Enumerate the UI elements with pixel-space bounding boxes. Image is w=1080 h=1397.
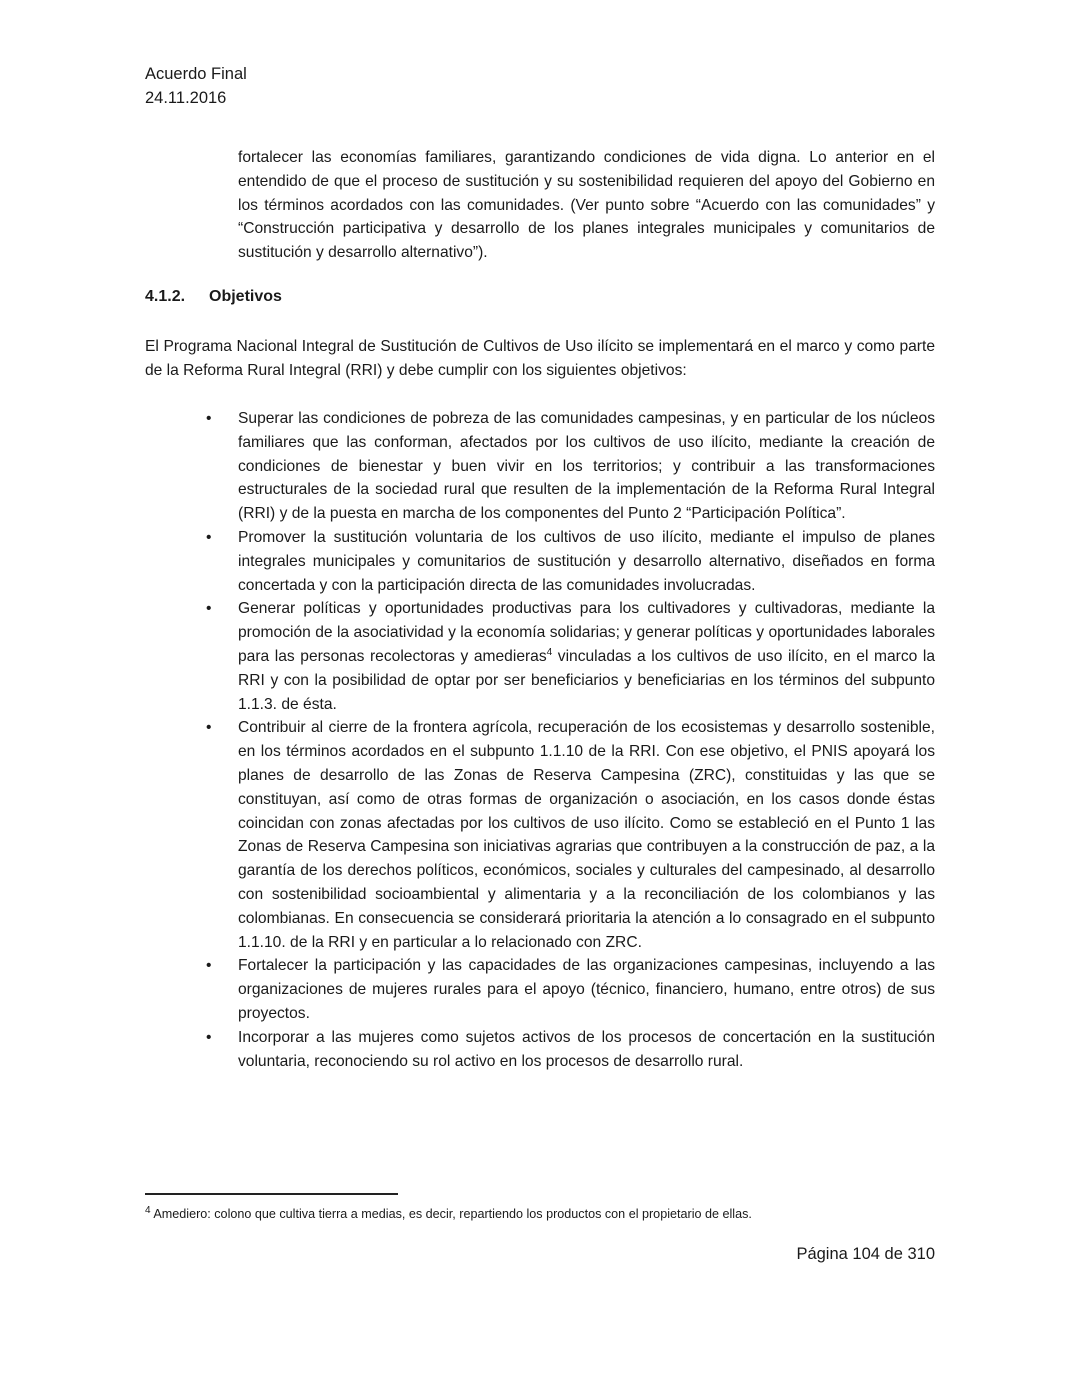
bullet-icon: • <box>206 1028 212 1046</box>
list-item <box>206 407 935 526</box>
list-item-text: Superar las condiciones de pobreza de las comunidades campesinas, y en particular de los núcleos familiares que las conforman, afectados por los cultivos de uso ilícito, mediante la creación de condiciones de bienestar y buen vivir en los territorios; y contribuir a las transformaciones estructurales de la sociedad rural que resulten de la implementación de la Reforma Rural Integral (RRI) y de la puesta en marcha de los componentes del Punto 2 “Participación Política”. <box>238 410 935 523</box>
list-item <box>206 716 935 954</box>
list-item <box>206 597 935 716</box>
list-item <box>206 526 935 597</box>
bullet-icon: • <box>206 719 212 737</box>
intro-paragraph: El Programa Nacional Integral de Sustitución de Cultivos de Uso ilícito se implementará en el marco y como parte de la Reforma Rural Integral (RRI) y debe cumplir con los siguientes objetivos: <box>145 338 935 379</box>
list-item-text: Fortalecer la participación y las capacidades de las organizaciones campesinas, incluyendo a las organizaciones de mujeres rurales para el apoyo (técnico, financiero, humano, entre otros) de sus proyectos. <box>238 957 935 1022</box>
bullet-icon: • <box>206 600 212 618</box>
bullet-icon: • <box>206 957 212 975</box>
list-item-text: vinculadas a los cultivos de uso ilícito, en el marco la RRI y con la posibilidad de optar por ser beneficiarios y beneficiarias en los términos del subpunto 1.1.3. de ésta. <box>238 647 935 713</box>
footnote <box>145 1205 752 1223</box>
section-title: Objetivos <box>209 288 282 305</box>
objectives-list <box>206 407 935 1073</box>
footnote-text: Amediero: colono que cultiva tierra a medias, es decir, repartiendo los productos con el propietario de ellas. <box>150 1207 752 1221</box>
list-item <box>206 954 935 1025</box>
page-number: Página 104 de 310 <box>796 1245 935 1263</box>
continuation-paragraph: fortalecer las economías familiares, garantizando condiciones de vida digna. Lo anterior en el entendido de que el proceso de sustitución y su sostenibilidad requieren del apoyo del Gobierno en los términos acordados con las comunidades. (Ver punto sobre “Acuerdo con las comunidades” y “Construcción participativa y desarrollo de los planes integrales municipales y comunitarios de sustitución y desarrollo alternativo”). <box>238 149 935 262</box>
list-item-text: Generar políticas y oportunidades productivas para los cultivadores y cultivadoras, mediante la promoción de la asociatividad y la economía solidarias; y generar políticas y oportunidades laborales para las personas recolectoras y amedieras <box>238 600 935 665</box>
header-date: 24.11.2016 <box>145 89 227 107</box>
list-item-text: Incorporar a las mujeres como sujetos activos de los procesos de concertación en la sustitución voluntaria, reconociendo su rol activo en los procesos de desarrollo rural. <box>238 1028 935 1070</box>
footnote-mark: 4 <box>145 1204 151 1216</box>
header-title: Acuerdo Final <box>145 65 247 83</box>
footnote-divider <box>145 1193 398 1195</box>
footnote-reference[interactable]: 4 <box>546 646 553 658</box>
section-number: 4.1.2. <box>145 288 186 305</box>
list-item-text: Contribuir al cierre de la frontera agrícola, recuperación de los ecosistemas y desarrollo sostenible, en los términos acordados en el subpunto 1.1.10 de la RRI. Con ese objetivo, el PNIS apoyará los planes de desarrollo de las Zonas de Reserva Campesina (ZRC), constituidas y las que se constituyan, así como de otras formas de organización o asociación, en los casos donde éstas coincidan con zonas afectadas por los cultivos de uso ilícito. Como se estableció en el Punto 1 las Zonas de Reserva Campesina son iniciativas agrarias que contribuyen a la construcción de paz, a la garantía de los derechos políticos, económicos, sociales y culturales del campesinado, al desarrollo con sostenibilidad socioambiental y alimentaria y a la reconciliación de los colombianos y las colombianas. En consecuencia se considerará prioritaria la atención a lo consagrado en el subpunto 1.1.10. de la RRI y en particular a lo relacionado con ZRC. <box>238 719 935 951</box>
section-heading <box>145 288 282 306</box>
bullet-icon: • <box>206 528 212 546</box>
list-item <box>206 1026 935 1074</box>
list-item-text: Promover la sustitución voluntaria de los cultivos de uso ilícito, mediante el impulso de planes integrales municipales y comunitarios de sustitución y desarrollo alternativo, diseñados en forma concertada y con la participación directa de las comunidades involucradas. <box>238 528 935 594</box>
bullet-icon: • <box>206 410 212 427</box>
